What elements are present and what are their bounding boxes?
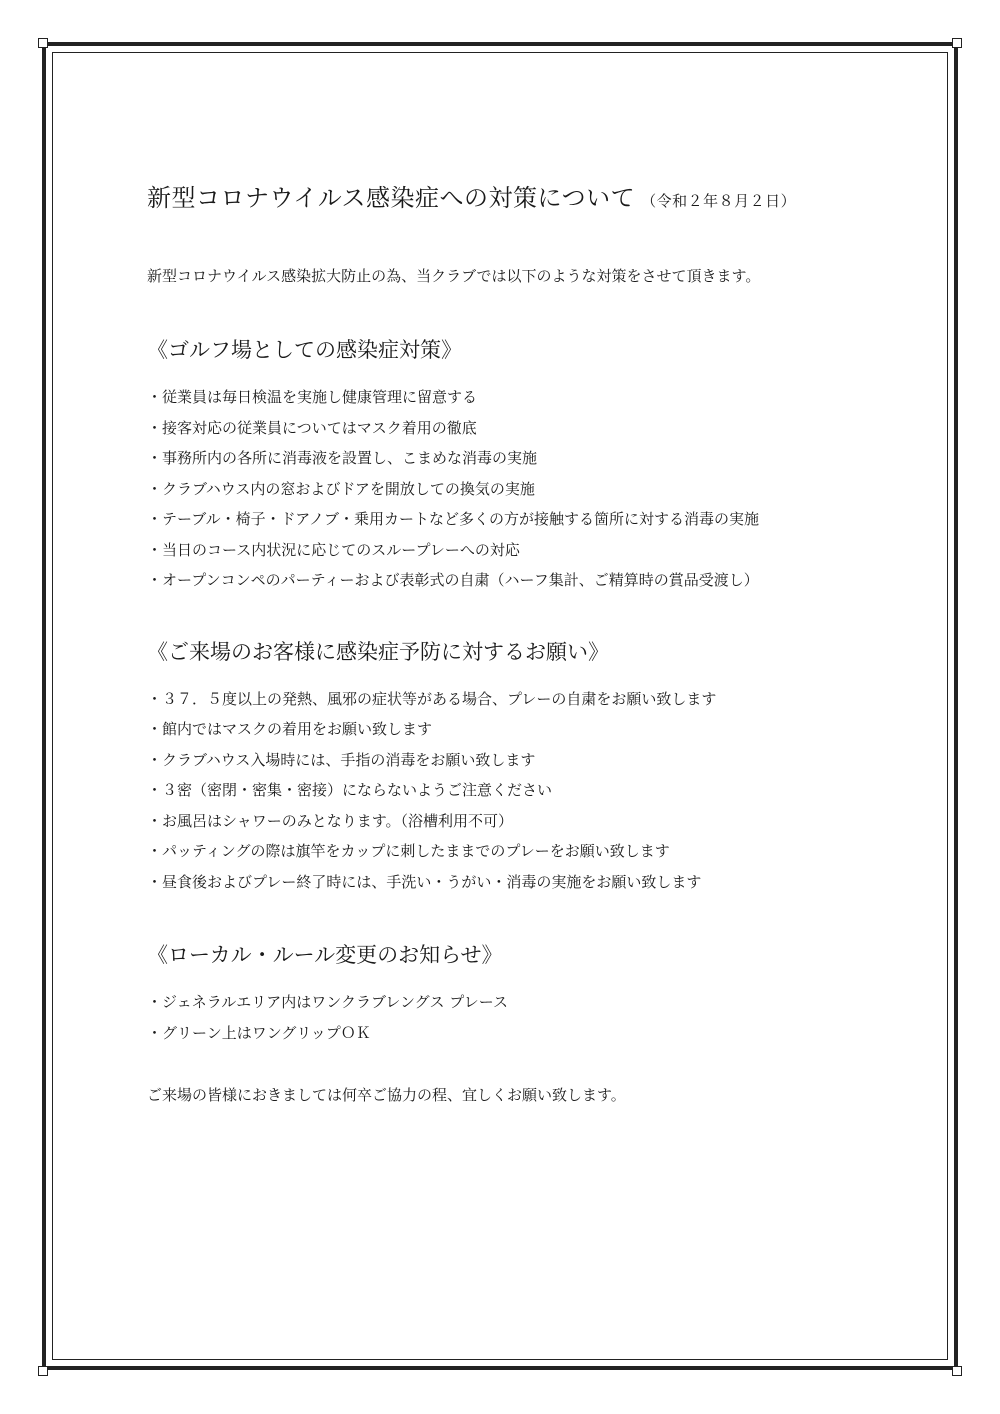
list-item: ・オープンコンペのパーティーおよび表彰式の自粛（ハーフ集計、ご精算時の賞品受渡し） [147,571,759,589]
list-item: ・昼食後およびプレー終了時には、手洗い・うがい・消毒の実施をお願い致します [147,872,702,891]
closing-paragraph: ご来場の皆様におきましては何卒ご協力の程、宜しくお願い致します。 [147,1086,626,1104]
list-item: ・お風呂はシャワーのみとなります。（浴槽利用不可） [147,811,514,830]
local-rules-list [147,987,887,1048]
section-heading-visitor-requests: 《ご来場のお客様に感染症予防に対するお願い》 [147,639,609,664]
notice-content [147,178,887,1105]
list-item: ・パッティングの際は旗竿をカップに刺したままでのプレーをお願い致します [147,842,670,860]
list-item: ・従業員は毎日検温を実施し健康管理に留意する [147,388,478,406]
list-item: ・３密（密閉・密集・密接）にならないようご注意ください [147,781,553,799]
list-item: ・館内ではマスクの着用をお願い致します [147,720,433,738]
list-item: ・グリーン上はワングリップＯＫ [147,1023,371,1042]
section-heading-local-rules: 《ローカル・ルール変更のお知らせ》 [147,943,503,967]
intro-paragraph: 新型コロナウイルス感染拡大防止の為、当クラブでは以下のような対策をさせて頂きます。 [147,267,761,285]
corner-ornament-top-left [38,38,48,48]
title-text: 新型コロナウイルス感染症への対策について [147,184,636,212]
title-date: （令和２年８月２日） [641,192,797,210]
corner-ornament-bottom-right [952,1366,962,1376]
list-item: ・テーブル・椅子・ドアノブ・乗用カートなど多くの方が接触する箇所に対する消毒の実施 [147,510,760,528]
golf-course-measures-list [147,382,887,596]
visitor-requests-list [147,684,887,898]
section-heading-golf-course-measures: 《ゴルフ場としての感染症対策》 [147,338,462,362]
corner-ornament-top-right [952,38,962,48]
corner-ornament-bottom-left [38,1366,48,1376]
list-item: ・３７．５度以上の発熱、風邪の症状等がある場合、プレーの自粛をお願い致します [147,689,717,708]
list-item: ・クラブハウス入場時には、手指の消毒をお願い致します [147,750,536,769]
list-item: ・当日のコース内状況に応じてのスループレーへの対応 [147,540,520,559]
page-title [147,178,887,213]
list-item: ・ジェネラルエリア内はワンクラブレングス プレース [147,993,508,1011]
list-item: ・クラブハウス内の窓およびドアを開放しての換気の実施 [147,479,535,498]
list-item: ・事務所内の各所に消毒液を設置し、こまめな消毒の実施 [147,449,538,467]
list-item: ・接客対応の従業員についてはマスク着用の徹底 [147,418,477,437]
